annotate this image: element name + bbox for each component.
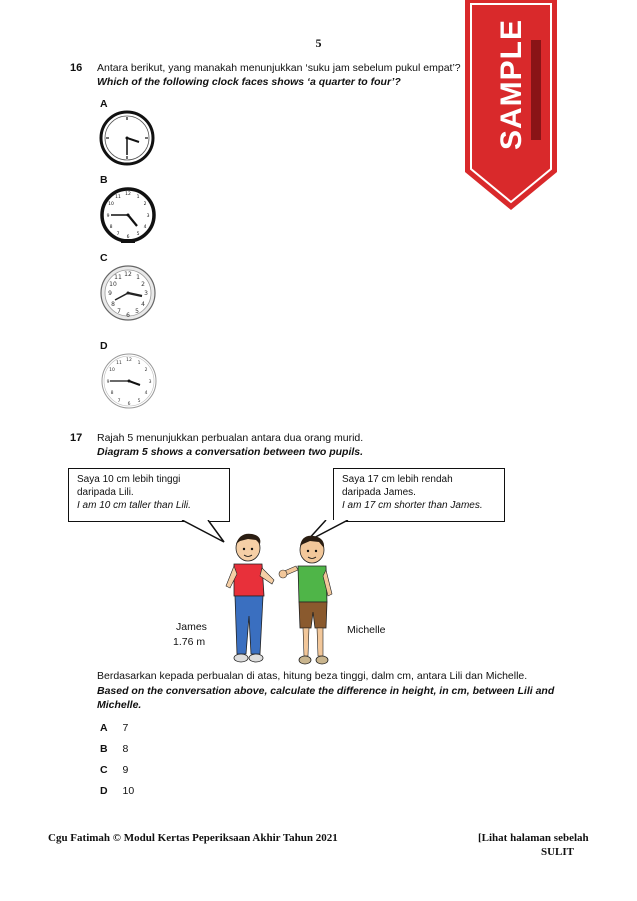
q17-option-c[interactable]	[100, 764, 128, 776]
q16-option-c-letter: C	[100, 252, 108, 264]
svg-text:11: 11	[114, 274, 122, 281]
svg-text:7: 7	[117, 399, 121, 404]
page-number: 5	[315, 36, 322, 50]
bubble-james-line3: I am 10 cm taller than Lili.	[77, 500, 191, 511]
svg-text:4: 4	[141, 301, 145, 308]
svg-text:1: 1	[137, 361, 141, 366]
bubble-michelle-line3: I am 17 cm shorter than James.	[342, 500, 483, 511]
q17-option-a[interactable]	[100, 722, 128, 734]
svg-text:2: 2	[143, 202, 147, 207]
svg-text:5: 5	[136, 232, 140, 237]
svg-text:11: 11	[115, 195, 121, 200]
q17-option-d-letter: D	[100, 785, 108, 797]
svg-text:10: 10	[109, 281, 117, 288]
speech-bubble-michelle	[333, 468, 505, 522]
bubble-james-line2: daripada Lili.	[77, 487, 134, 498]
q17-question-en-line1: Based on the conversation above, calculate the difference in height, in cm, between Lili and	[97, 685, 555, 697]
q17-question-en-line2: Michelle.	[97, 699, 142, 711]
q17-option-d[interactable]	[100, 785, 134, 797]
footer-right-line1: [Lihat halaman sebelah	[478, 832, 589, 844]
sample-watermark	[463, 0, 559, 212]
footer-right-line2: SULIT	[541, 846, 575, 858]
svg-text:6: 6	[126, 312, 130, 319]
svg-text:4: 4	[143, 225, 147, 230]
svg-text:9: 9	[108, 290, 112, 297]
q17-option-c-letter: C	[100, 764, 108, 776]
q16-number: 16	[70, 62, 83, 74]
clock-c[interactable]	[99, 264, 157, 322]
q17-option-d-value: 10	[122, 785, 135, 797]
clock-b[interactable]	[99, 186, 157, 244]
svg-text:2: 2	[144, 368, 148, 373]
q16-text-en: Which of the following clock faces shows ‘a quarter to four’?	[97, 76, 401, 88]
svg-text:12: 12	[124, 271, 132, 278]
svg-text:8: 8	[109, 225, 113, 230]
q16-option-d-letter: D	[100, 340, 108, 352]
q17-question-ms: Berdasarkan kepada perbualan di atas, hitung beza tinggi, dalm cm, antara Lili dan Michelle.	[97, 670, 528, 682]
svg-text:4: 4	[144, 391, 148, 396]
svg-text:8: 8	[111, 301, 115, 308]
q16-option-b-letter: B	[100, 174, 108, 186]
svg-text:7: 7	[117, 308, 121, 315]
svg-text:3: 3	[148, 380, 152, 385]
q16-text-ms: Antara berikut, yang manakah menunjukkan ‘suku jam sebelum pukul empat’?	[97, 62, 461, 74]
q17-option-a-letter: A	[100, 722, 108, 734]
james-illustration	[220, 530, 280, 670]
speech-bubble-james	[68, 468, 230, 522]
q17-text-en: Diagram 5 shows a conversation between two pupils.	[97, 446, 364, 458]
q16-option-a-letter: A	[100, 98, 108, 110]
svg-text:5: 5	[135, 308, 139, 315]
q17-option-b-letter: B	[100, 743, 108, 755]
svg-text:10: 10	[109, 368, 115, 373]
footer-left: Cgu Fatimah © Modul Kertas Peperiksaan Akhir Tahun 2021	[48, 832, 338, 844]
michelle-name-label: Michelle	[347, 624, 386, 636]
bubble-james-line1: Saya 10 cm lebih tinggi	[77, 474, 181, 485]
bubble-michelle-line1: Saya 17 cm lebih rendah	[342, 474, 453, 485]
svg-text:6: 6	[127, 402, 131, 407]
q17-option-c-value: 9	[122, 764, 129, 776]
clock-d[interactable]	[99, 352, 159, 410]
michelle-illustration	[278, 532, 342, 670]
svg-text:1: 1	[136, 274, 140, 281]
svg-text:12: 12	[125, 192, 131, 197]
svg-text:10: 10	[108, 202, 114, 207]
james-name-label: James	[176, 621, 207, 633]
svg-text:11: 11	[116, 361, 122, 366]
svg-text:12: 12	[126, 358, 132, 363]
q17-option-b[interactable]	[100, 743, 128, 755]
svg-text:7: 7	[116, 232, 120, 237]
q17-option-a-value: 7	[122, 722, 129, 734]
watermark-label: SAMPLE	[495, 18, 528, 150]
svg-text:3: 3	[146, 214, 150, 219]
svg-text:9: 9	[106, 380, 110, 385]
bubble-michelle-line2: daripada James.	[342, 487, 416, 498]
james-height-label: 1.76 m	[173, 636, 206, 648]
svg-text:6: 6	[126, 235, 130, 240]
svg-text:3: 3	[144, 290, 148, 297]
q17-number: 17	[70, 432, 83, 444]
svg-text:9: 9	[106, 214, 110, 219]
clock-a[interactable]	[99, 110, 155, 166]
q17-option-b-value: 8	[122, 743, 129, 755]
svg-text:2: 2	[141, 281, 145, 288]
svg-text:1: 1	[136, 195, 140, 200]
q17-text-ms: Rajah 5 menunjukkan perbualan antara dua orang murid.	[97, 432, 364, 444]
svg-text:5: 5	[137, 399, 141, 404]
svg-text:8: 8	[110, 391, 114, 396]
